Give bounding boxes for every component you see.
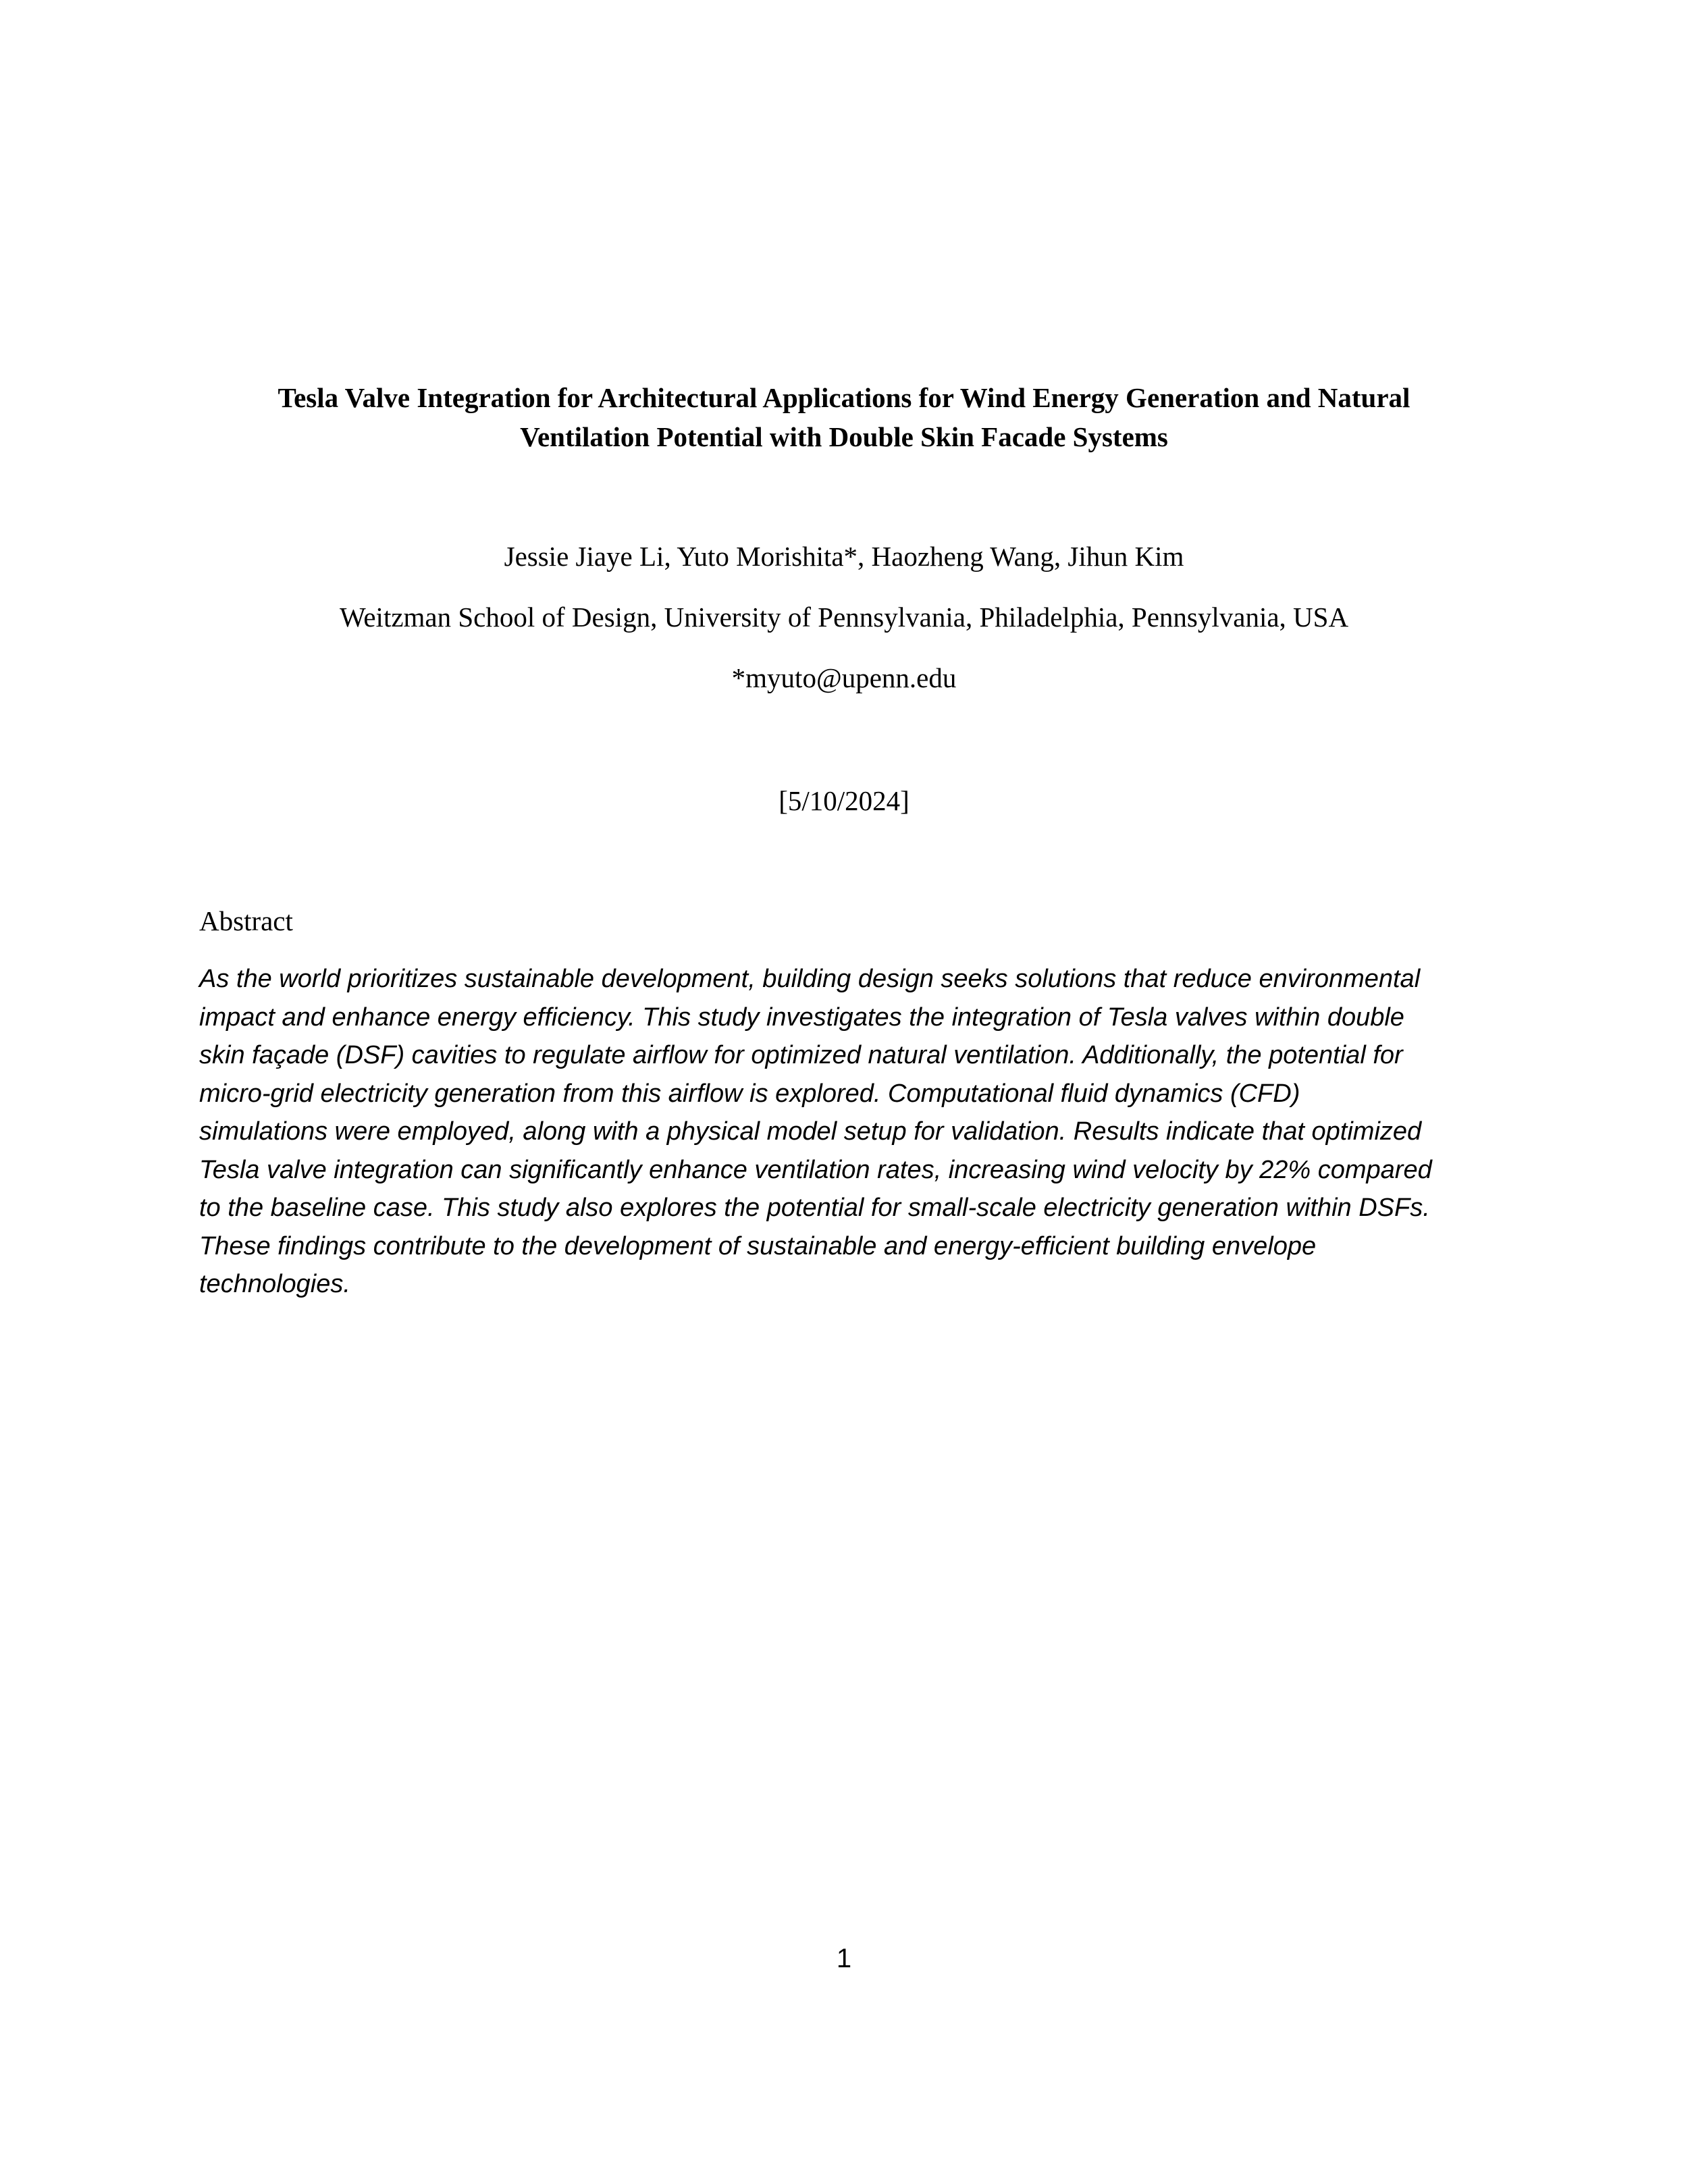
author-affiliation: Weitzman School of Design, University of Pennsylvania, Philadelphia, Pennsylvania, USA xyxy=(339,602,1349,633)
publication-date: [5/10/2024] xyxy=(779,785,909,816)
abstract-line: impact and enhance energy efficiency. This study investigates the integration of Tesla valves within double xyxy=(199,1003,1404,1032)
abstract-line: simulations were employed, along with a physical model setup for validation. Results indicate that optimized xyxy=(199,1117,1422,1146)
abstract-body xyxy=(199,960,1502,1304)
abstract-line: to the baseline case. This study also explores the potential for small-scale electricity generation within DSFs. xyxy=(199,1194,1430,1222)
abstract-line: micro-grid electricity generation from this airflow is explored. Computational fluid dynamics (CFD) xyxy=(199,1079,1300,1108)
author-list: Jessie Jiaye Li, Yuto Morishita*, Haozheng Wang, Jihun Kim xyxy=(504,541,1184,572)
paper-title-line-2: Ventilation Potential with Double Skin Facade Systems xyxy=(520,421,1168,452)
paper-title xyxy=(203,378,1485,456)
corresponding-email: *myuto@upenn.edu xyxy=(731,662,957,693)
abstract-heading: Abstract xyxy=(199,905,293,936)
abstract-line: technologies. xyxy=(199,1270,350,1298)
abstract-line: skin façade (DSF) cavities to regulate airflow for optimized natural ventilation. Additionally, the potential for xyxy=(199,1041,1403,1069)
paper-title-line-1: Tesla Valve Integration for Architectural Applications for Wind Energy Generation and Natural xyxy=(278,382,1410,413)
abstract-line: Tesla valve integration can significantly enhance ventilation rates, increasing wind velocity by 22% compared xyxy=(199,1155,1432,1184)
abstract-line: As the world prioritizes sustainable development, building design seeks solutions that reduce environmental xyxy=(199,965,1421,993)
page-number: 1 xyxy=(836,1944,852,1973)
abstract-line: These findings contribute to the development of sustainable and energy-efficient building envelope xyxy=(199,1231,1317,1260)
